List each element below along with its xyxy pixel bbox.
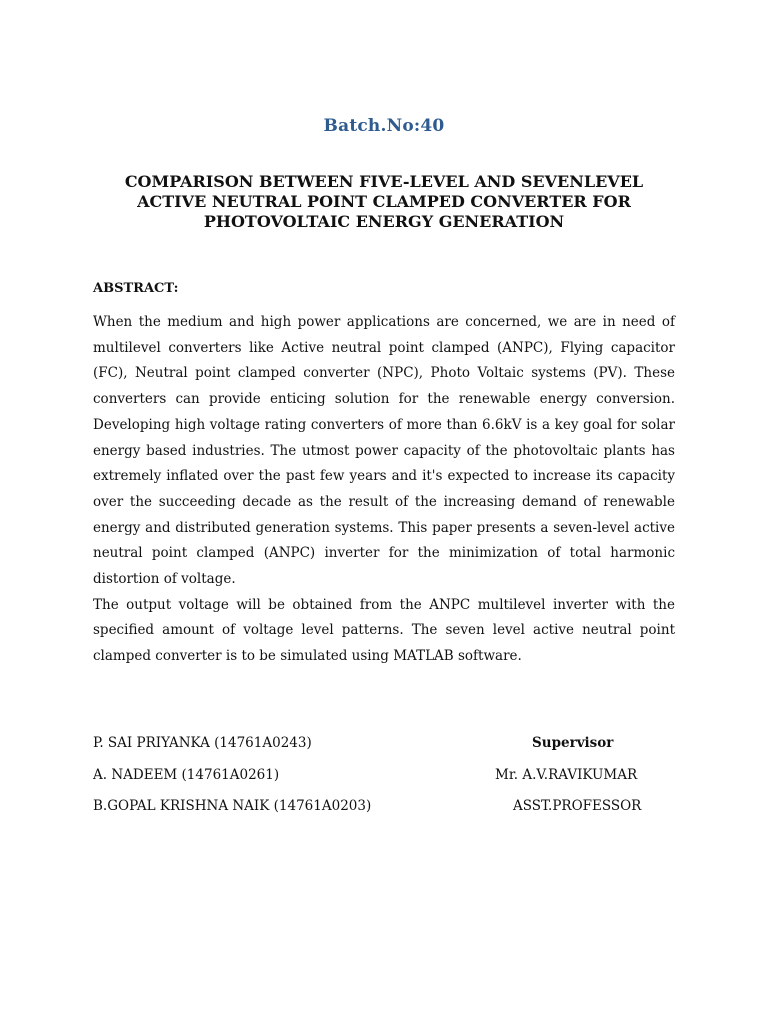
title-line-3: PHOTOVOLTAIC ENERGY GENERATION — [203, 212, 565, 231]
abstract-paragraph-1: When the medium and high power applications are concerned, we are in need of multilevel converters like Active neutral point clamped (ANPC), Flying capacitor (FC), Neutral point clamped converter (NPC), Photo Voltaic systems (PV). These converters can provide enticing solution for the renewable energy conversion. Developing high voltage rating converters of more than 6.6kV is a key goal for solar energy based industries. The utmost power capacity of the photovoltaic plants has extremely inflated over the past few years and it's expected to increase its capacity over the succeeding decade as the result of the increasing demand of renewable energy and distributed generation systems. This paper presents a seven-level active neutral point clamped (ANPC) inverter for the minimization of total harmonic distortion of voltage. — [93, 314, 675, 588]
title-line-1: COMPARISON BETWEEN FIVE-LEVEL AND SEVENLEVEL — [124, 172, 644, 191]
title-line-2: ACTIVE NEUTRAL POINT CLAMPED CONVERTER FOR — [137, 192, 631, 211]
supervisor-block — [470, 735, 680, 830]
batch-number: Batch.No:40 — [323, 116, 445, 136]
abstract-paragraph-2: The output voltage will be obtained from the ANPC multilevel inverter with the specified amount of voltage level patterns. The seven level active neutral point clamped converter is to be simulated using MATLAB software. — [93, 596, 675, 665]
supervisor-title: ASST.PROFESSOR — [513, 798, 642, 814]
student-2: A. NADEEM (14761A0261) — [93, 766, 280, 783]
student-1: P. SAI PRIYANKA (14761A0243) — [93, 735, 312, 751]
student-3: B.GOPAL KRISHNA NAIK (14761A0203) — [93, 798, 372, 814]
supervisor-name: Mr. A.V.RAVIKUMAR — [495, 766, 638, 783]
student-list — [93, 735, 371, 830]
abstract-body — [93, 310, 675, 670]
supervisor-heading: Supervisor — [532, 735, 614, 751]
abstract-heading: ABSTRACT: — [93, 281, 179, 296]
document-title — [96, 172, 672, 232]
